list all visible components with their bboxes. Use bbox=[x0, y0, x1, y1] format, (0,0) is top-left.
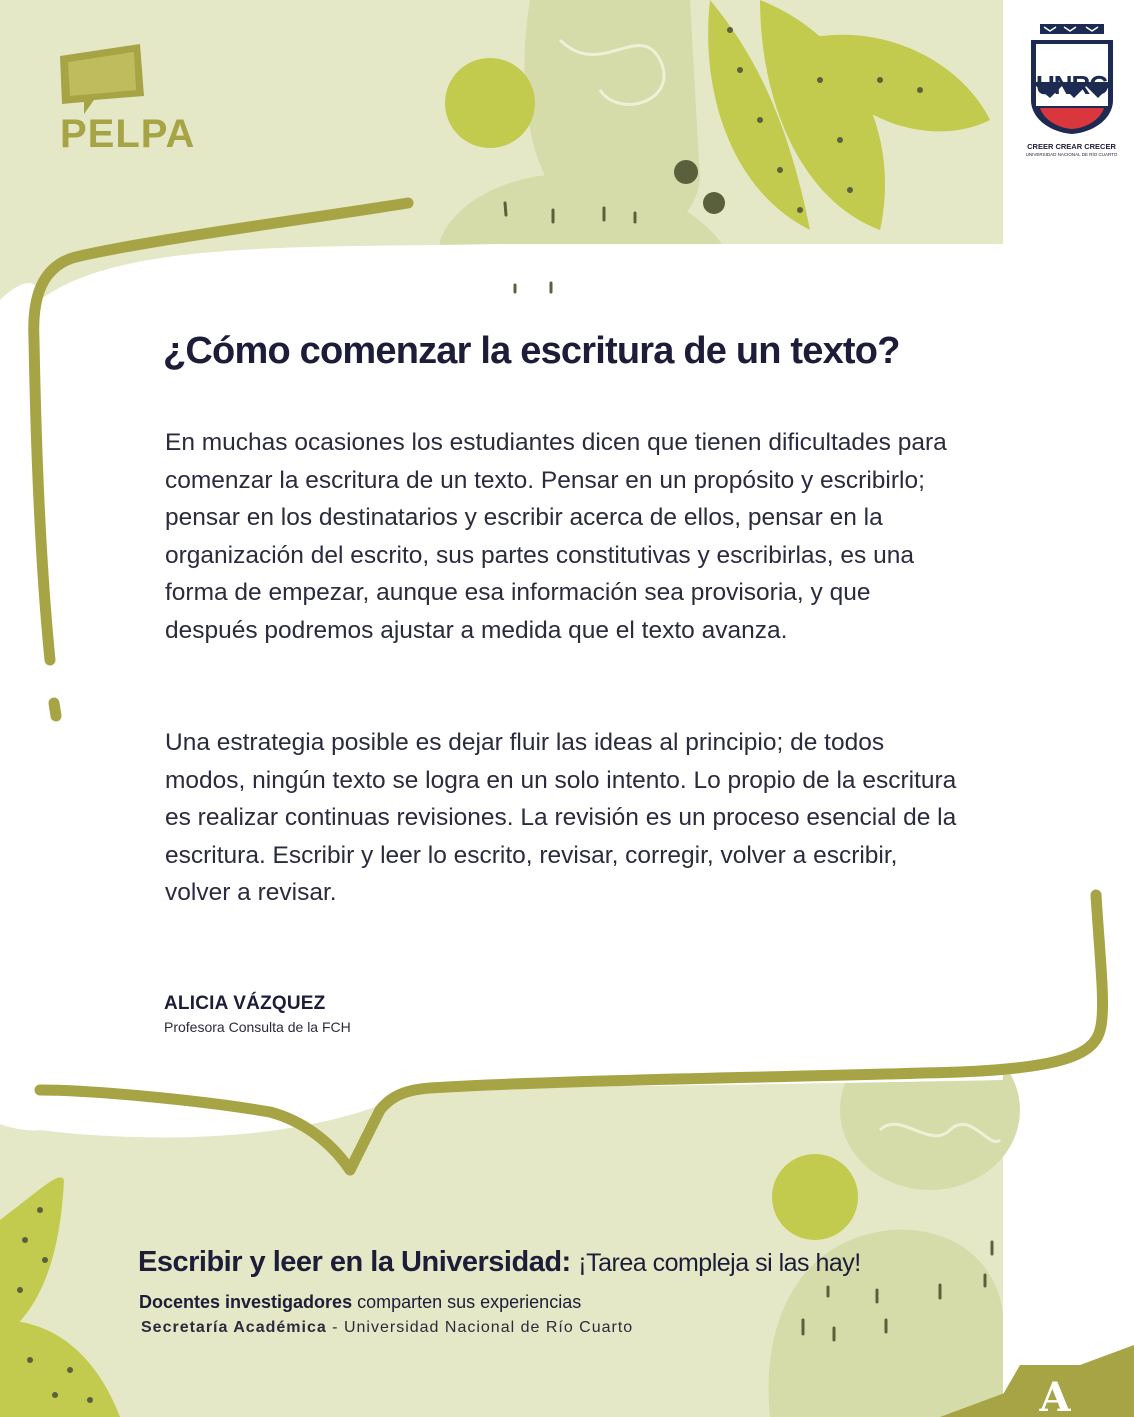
bottom-leaf bbox=[0, 1177, 120, 1417]
article-paragraph-1: En muchas ocasiones los estudiantes dicen que tienen dificultades para comenzar la escritura de un texto. Pensar en un propósito y escribirlo; pensar en los destinatarios y escribir acerca de ellos, pensar en la organización del escrito, sus partes constitutivas y escribirlas, es una forma de empezar, aunque esa información sea provisoria, y que después podremos ajustar a medida que el texto avanza. bbox=[165, 429, 947, 644]
top-leaf bbox=[708, 0, 990, 230]
author-role: Profesora Consulta de la FCH bbox=[164, 1019, 351, 1035]
green-circle-top bbox=[445, 58, 535, 148]
green-circle-bottom bbox=[772, 1154, 858, 1240]
article-title: ¿Cómo comenzar la escritura de un texto? bbox=[163, 330, 900, 372]
unrc-logo-text: UNRC bbox=[1035, 70, 1108, 100]
unrc-motto: CREER CREAR CRECER bbox=[1027, 142, 1116, 151]
series-subtitle bbox=[139, 1292, 581, 1313]
series-title bbox=[138, 1246, 861, 1279]
pelpa-logo-text: PELPA bbox=[60, 112, 196, 156]
corner-badge-letter: A bbox=[1039, 1374, 1071, 1417]
dark-dot-1 bbox=[674, 160, 698, 184]
series-title-bold: Escribir y leer en la Universidad: bbox=[138, 1246, 571, 1278]
unrc-full-name: UNIVERSIDAD NACIONAL DE RÍO CUARTO bbox=[1025, 152, 1118, 157]
series-title-rest: ¡Tarea compleja si las hay! bbox=[578, 1249, 861, 1277]
series-subtitle-bold: Docentes investigadores bbox=[139, 1292, 353, 1312]
unrc-logo bbox=[1025, 22, 1118, 162]
dark-dot-2 bbox=[703, 192, 725, 214]
article-paragraph-2: Una estrategia posible es dejar fluir las ideas al principio; de todos modos, ningún texto se logra en un solo intento. Lo propio de la escritura es realizar continuas revisiones. La revisión es un proceso esencial de la escritura. Escribir y leer lo escrito, revisar, corregir, volver a escribir, volver a revisar. bbox=[165, 729, 957, 906]
department-university: - Universidad Nacional de Río Cuarto bbox=[326, 1319, 634, 1336]
department-name: Secretaría Académica bbox=[141, 1319, 327, 1336]
author-name: ALICIA VÁZQUEZ bbox=[164, 993, 326, 1014]
pelpa-speech-bubble-icon bbox=[60, 44, 144, 114]
series-subtitle-rest: comparten sus experiencias bbox=[357, 1292, 582, 1312]
department-line bbox=[141, 1319, 633, 1337]
